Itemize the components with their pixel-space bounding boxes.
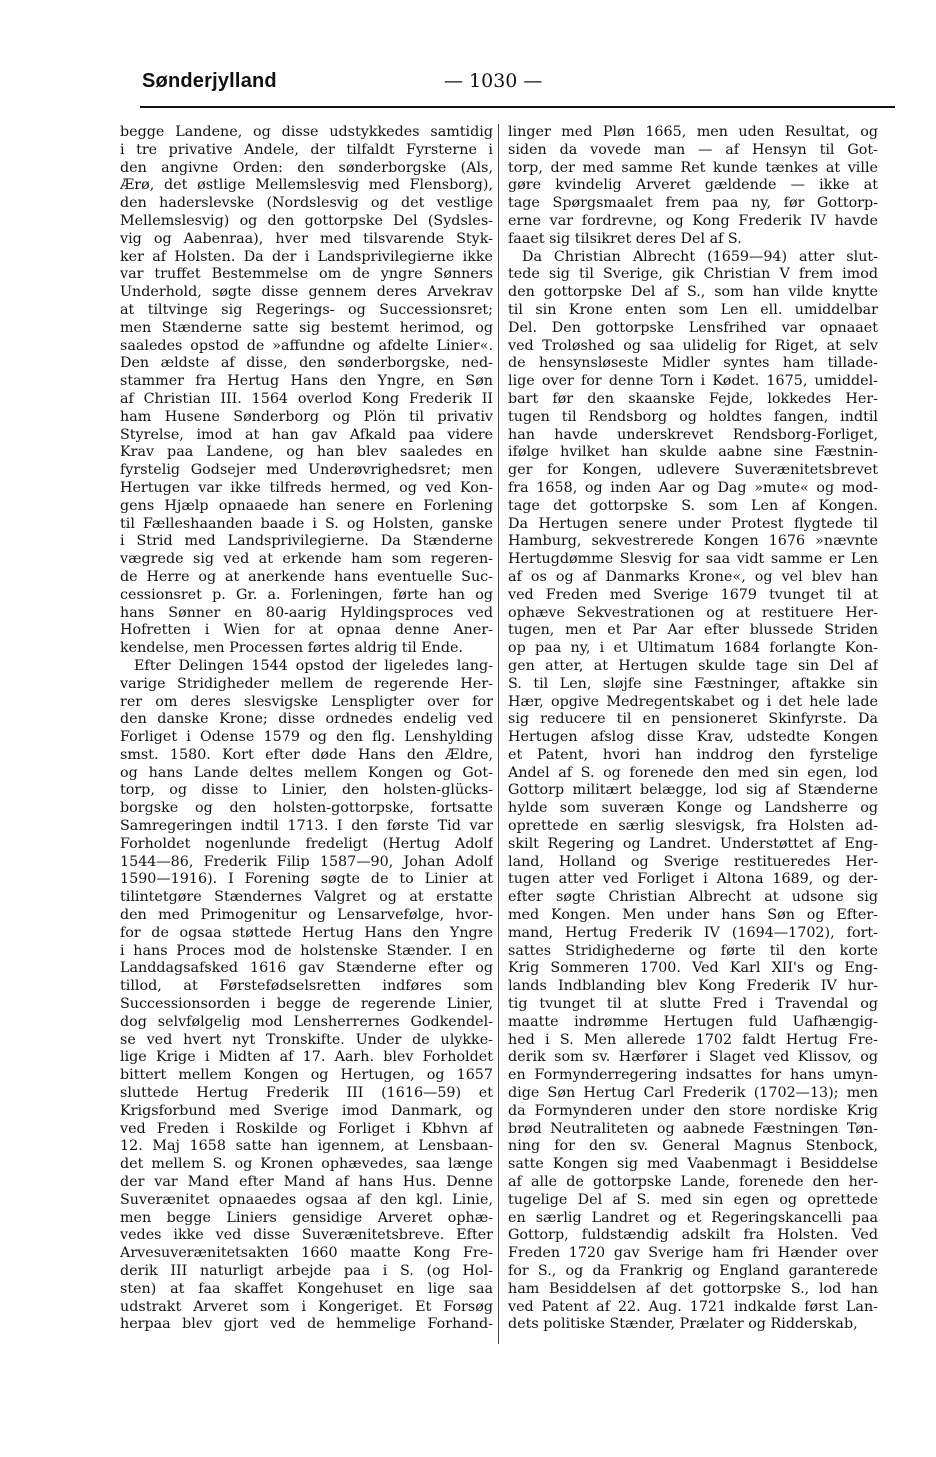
text-line: Underhold, søgte disse gennem deres Arvekrav	[120, 284, 493, 301]
text-line: i tre privative Andele, der tilfaldt Fyrsterne i	[120, 141, 493, 158]
text-line: S. til Len, sløjfe sine Fæstninger, aftakke sin	[508, 675, 878, 692]
text-line: Successionsorden i begge de regerende Linier,	[120, 996, 493, 1013]
text-line: til Fælleshaanden baade i S. og Holsten, ganske	[120, 515, 493, 532]
text-line: skilt Regering og Landret. Understøttet af Eng-	[508, 835, 878, 852]
text-line: fra 1658, og inden Aar og Dag »mute« og mod-	[508, 479, 878, 496]
text-line: oprettede en særlig slesvigsk, fra Holsten ad-	[508, 818, 878, 835]
text-line: tage Spørgsmaalet frem paa ny, før Gottorp-	[508, 195, 878, 212]
text-line: da Formynderen under den store nordiske Krig	[508, 1102, 878, 1119]
text-line: de Herre og at anerkende hans eventuelle Suc-	[120, 568, 493, 585]
text-line: gens Hjælp opnaaede han senere en Forlening	[120, 497, 493, 514]
right-text-column	[508, 124, 878, 1334]
text-line: en særlig Landret og et Regeringskancelli paa	[508, 1209, 878, 1226]
text-line: cessionsret p. Gr. a. Forleningen, førte han og	[120, 586, 493, 603]
text-line: Suverænitet opnaaedes ogsaa af den kgl. Linie,	[120, 1191, 493, 1208]
text-line: tage det gottorpske S. som Len af Kongen.	[508, 497, 878, 514]
column-divider	[498, 124, 499, 1344]
text-line: hylde som suveræn Konge og Landsherre og	[508, 800, 878, 817]
text-line: ved Freden i Roskilde og Forliget i Kbhvn af	[120, 1120, 493, 1137]
text-line: de hensynsløseste Midler syntes ham tillade-	[508, 355, 878, 372]
text-line: var truffet Bestemmelse om de yngre Sønners	[120, 266, 493, 283]
text-line: den gottorpske Del af S., som han vilde knytte	[508, 284, 878, 301]
text-line: dets politiske Stænder, Prælater og Ridderskab,	[508, 1316, 858, 1333]
text-line: se ved hvert nyt Tronskifte. Under de ulykke-	[120, 1031, 493, 1048]
text-line: herpaa blev gjort ved de hemmelige Forhand-	[120, 1316, 493, 1333]
text-line: varige Stridigheder mellem de regerende Her-	[120, 675, 493, 692]
text-line: vedes ikke ved disse Suverænitetsbreve. Efter	[120, 1227, 493, 1244]
text-line: efter søgte Christian Albrecht at udsone sig	[508, 889, 878, 906]
text-line: Gottorp militært belægge, lod sig af Stænderne	[508, 782, 878, 799]
text-line: til sin Krone enten som Len ell. umiddelbar	[508, 301, 878, 318]
text-line: af os og af Danmarks Krone«, og vel blev han	[508, 568, 878, 585]
text-line: dige Søn Hertug Carl Frederik (1702—13); men	[508, 1085, 878, 1102]
text-line: borgske og den holsten-gottorpske, fortsatte	[120, 800, 493, 817]
text-line: ifølge hvilket han skulde aabne sine Fæstnin-	[508, 444, 878, 461]
text-line: Da Christian Albrecht (1659—94) atter slut-	[522, 248, 878, 265]
text-line: hed i S. Men allerede 1702 faldt Hertug Fre-	[508, 1031, 878, 1048]
text-line: op paa ny, i et Ultimatum 1684 forlangte Kon-	[508, 640, 878, 657]
text-line: torp, og disse to Linier, den holsten-glücks-	[120, 782, 493, 799]
left-text-column	[120, 124, 493, 1334]
page-header	[0, 66, 936, 106]
text-line: et Patent, hvori han inddrog den fyrstelige	[508, 746, 878, 763]
text-line: af alle de gottorpske Lande, forenede den her-	[508, 1174, 878, 1191]
text-line: Krig Sommeren 1700. Ved Karl XII's og Eng-	[508, 960, 878, 977]
text-line: med Kongen. Men under hans Søn og Efter-	[508, 907, 878, 924]
text-line: ger for Kongen, udlevere Suverænitetsbrevet	[508, 462, 878, 479]
text-line: 1544—86, Frederik Filip 1587—90, Johan Adolf	[120, 853, 493, 870]
text-line: af Christian III. 1564 overlod Kong Frederik II	[120, 390, 493, 407]
text-line: Freden 1720 gav Sverige ham fri Hænder over	[508, 1245, 878, 1262]
text-line: faaet sig tilsikret deres Del af S.	[508, 230, 742, 247]
text-line: begge Landene, og disse udstykkedes samtidig	[120, 124, 493, 140]
text-line: men begge Liniers gensidige Arveret ophæ-	[120, 1209, 493, 1226]
text-line: ker af Holsten. Da der i Landsprivilegierne ikke	[120, 248, 493, 265]
text-line: Den ældste af disse, den sønderborgske, ned-	[120, 355, 493, 372]
text-line: lands Indblanding blev Kong Frederik IV hur-	[508, 978, 878, 995]
text-line: lige Krige i Midten af 17. Aarh. blev Forholdet	[120, 1049, 493, 1066]
text-line: ophæve Sekvestrationen og at restituere Her-	[508, 604, 878, 621]
text-line: for de ogsaa støttede Hertug Hans den Yngre	[120, 924, 493, 941]
text-line: Hertugdømme Slesvig for saa vidt samme er Len	[508, 551, 878, 568]
text-line: tig tvunget til at slutte Fred i Travendal og	[508, 996, 878, 1013]
text-line: tillod, at Førstefødselsretten indføres som	[120, 978, 493, 995]
text-line: Da Hertugen senere under Protest flygtede til	[508, 515, 878, 532]
text-line: tilintetgøre Stændernes Valgret og at erstatte	[120, 889, 493, 906]
text-line: smst. 1580. Kort efter døde Hans den Ældre,	[120, 746, 493, 763]
text-line: torp, der med samme Ret kunde tænkes at ville	[508, 159, 878, 176]
text-line: bittert mellem Kongen og Hertugen, og 1657	[120, 1067, 493, 1084]
text-line: kendelse, men Processen førtes aldrig til Ende.	[120, 640, 463, 657]
text-line: sluttede Hertug Frederik III (1616—59) et	[120, 1085, 493, 1102]
text-line: men Stænderne satte sig bestemt herimod, og	[120, 319, 493, 336]
text-line: det mellem S. og Kronen ophævedes, saa længe	[120, 1156, 493, 1173]
text-line: gen atter, at Hertugen skulde tage sin Del af	[508, 657, 878, 674]
text-line: bart før den skaanske Fejde, lokkedes Her-	[508, 390, 878, 407]
text-line: tugen til Rendsborg og holdtes fangen, indtil	[508, 408, 878, 425]
running-head-title: Sønderjylland	[142, 70, 277, 92]
text-line: den angivne Orden: den sønderborgske (Als,	[120, 159, 493, 176]
text-line: derik som sv. Hærfører i Slaget ved Klissov, og	[508, 1049, 878, 1066]
text-line: Andel af S. og forenede den med sin egen, lod	[508, 764, 878, 781]
text-line: i Strid med Landsprivilegierne. Da Stænderne	[120, 533, 493, 550]
text-line: linger med Pløn 1665, men uden Resultat, og	[508, 124, 878, 140]
text-line: at tiltvinge sig Regerings- og Successionsret;	[120, 301, 493, 318]
text-line: stammer fra Hertug Hans den Yngre, en Søn	[120, 373, 493, 390]
text-line: for S., og da Frankrig og England garanterede	[508, 1263, 878, 1279]
text-line: Mellemslesvig) og den gottorpske Del (Sydsles-	[120, 212, 493, 229]
text-line: i hans Proces mod de holstenske Stænder. I en	[120, 942, 493, 959]
text-line: fyrstelig Godsejer med Underøvrighedsret; men	[120, 462, 493, 479]
text-line: dog selvfølgelig mod Lensherrernes Godkendel-	[120, 1013, 493, 1030]
text-line: Krav paa Landene, og han blev saaledes en	[120, 444, 493, 461]
text-line: rer om deres slesvigske Lenspligter over for	[120, 693, 493, 710]
text-line: tugen atter ved Forliget i Altona 1689, og der-	[508, 871, 878, 888]
text-line: 12. Maj 1658 satte han igennem, at Lensbaan-	[120, 1138, 493, 1155]
text-line: ham Husene Sønderborg og Plön til privativ	[120, 408, 493, 425]
text-line: Styrelse, imod at han gav Afkald paa videre	[120, 426, 493, 443]
text-line: og hans Lande deltes mellem Kongen og Got-	[120, 764, 493, 781]
text-line: siden da vovede man — af Hensyn til Got-	[508, 141, 878, 158]
text-line: Del. Den gottorpske Lensfrihed var opnaaet	[508, 319, 878, 336]
text-line: tede sig til Sverige, gik Christian V frem imod	[508, 266, 878, 283]
text-line: Krigsforbund med Sverige imod Danmark, og	[120, 1102, 493, 1119]
text-line: Samregeringen indtil 1713. I den første Tid var	[120, 818, 493, 835]
text-line: Hertugen var ikke tilfreds hermed, og ved Kon-	[120, 479, 493, 496]
text-line: han havde underskrevet Rendsborg-Forliget,	[508, 426, 878, 443]
text-line: den med Primogenitur og Lensarvefølge, hvor-	[120, 907, 493, 924]
text-line: den danske Krone; disse ordnedes endelig ved	[120, 711, 493, 728]
text-line: hans Sønner en 80-aarig Hyldingsproces ved	[120, 604, 493, 621]
text-line: ved Troløshed og saa ulidelig for Riget, at selv	[508, 337, 878, 354]
text-line: gøre kvindelig Arveret gældende — ikke at	[508, 177, 878, 194]
text-line: brød Neutraliteten og aabnede Fæstningen Tøn-	[508, 1120, 878, 1137]
text-line: vig og Aabenraa), hver med tilsvarende Styk-	[120, 230, 493, 247]
text-line: vægrede sig ved at erkende ham som regeren-	[120, 551, 493, 568]
text-line: Forholdet nogenlunde fredeligt (Hertug Adolf	[120, 835, 493, 852]
page-number: — 1030 —	[444, 70, 543, 92]
text-line: ved Patent af 22. Aug. 1721 indkalde først Lan-	[508, 1298, 878, 1315]
text-line: Hær, opgive Medregentskabet og i det hele lade	[508, 693, 878, 710]
text-line: mand, Hertug Frederik IV (1694—1702), fort-	[508, 924, 878, 941]
text-line: en Formynderregering indsattes for hans umyn-	[508, 1067, 878, 1084]
text-line: Forliget i Odense 1579 og den flg. Lenshylding	[120, 729, 493, 746]
text-line: sig reducere til en pensioneret Skinfyrste. Da	[508, 711, 878, 728]
text-line: saaledes opstod de »affundne og afdelte Linier«.	[120, 337, 493, 354]
text-line: ved Freden med Sverige 1679 tvunget til at	[508, 586, 878, 603]
text-line: sattes Stridighederne og førte til den korte	[508, 942, 878, 959]
text-line: tugelige Del af S. med sin egen og oprettede	[508, 1191, 878, 1208]
text-line: ham Besiddelsen af det gottorpske S., lod han	[508, 1280, 878, 1297]
text-line: derik III naturligt arbejde paa i S. (og Hol-	[120, 1263, 493, 1279]
text-line: Hofretten i Wien for at opnaa denne Aner-	[120, 622, 493, 639]
text-line: udstrakt Arveret som i Kongeriget. Et Forsøg	[120, 1298, 493, 1315]
text-line: 1590—1916). I Forening søgte de to Linier at	[120, 871, 493, 888]
text-line: erne var fordrevne, og Kong Frederik IV havde	[508, 212, 878, 229]
text-line: Landdagsafsked 1616 gav Stænderne efter og	[120, 960, 493, 977]
text-line: den haderslevske (Nordslesvig og det vestlige	[120, 195, 493, 212]
text-line: Arvesuverænitetsakten 1660 maatte Kong Fre-	[120, 1245, 493, 1262]
text-line: satte Kongen sig med Vaabenmagt i Besiddelse	[508, 1156, 878, 1173]
text-line: Hamburg, sekvestrerede Kongen 1676 »nævnte	[508, 533, 878, 550]
text-line: maatte indrømme Hertugen fuld Uafhængig-	[508, 1013, 878, 1030]
text-line: Ærø, det østlige Mellemslesvig med Flensborg),	[120, 177, 493, 194]
text-line: Gottorp, fuldstændig adskilt fra Holsten. Ved	[508, 1227, 878, 1244]
header-rule	[140, 106, 895, 108]
text-line: Efter Delingen 1544 opstod der ligeledes lang-	[134, 657, 493, 674]
text-line: lige over for denne Torn i Kødet. 1675, umiddel-	[508, 373, 878, 390]
text-line: Hertugen afslog disse Krav, udstedte Kongen	[508, 729, 878, 746]
text-line: tugen, men et Par Aar efter blussede Striden	[508, 622, 878, 639]
text-line: land, Holland og Sverige restitueredes Her-	[508, 853, 878, 870]
text-line: der var Mand efter Mand af hans Hus. Denne	[120, 1174, 493, 1191]
text-line: sten) at faa skaffet Kongehuset en lige saa	[120, 1280, 493, 1297]
text-line: ning for den sv. General Magnus Stenbock,	[508, 1138, 878, 1155]
